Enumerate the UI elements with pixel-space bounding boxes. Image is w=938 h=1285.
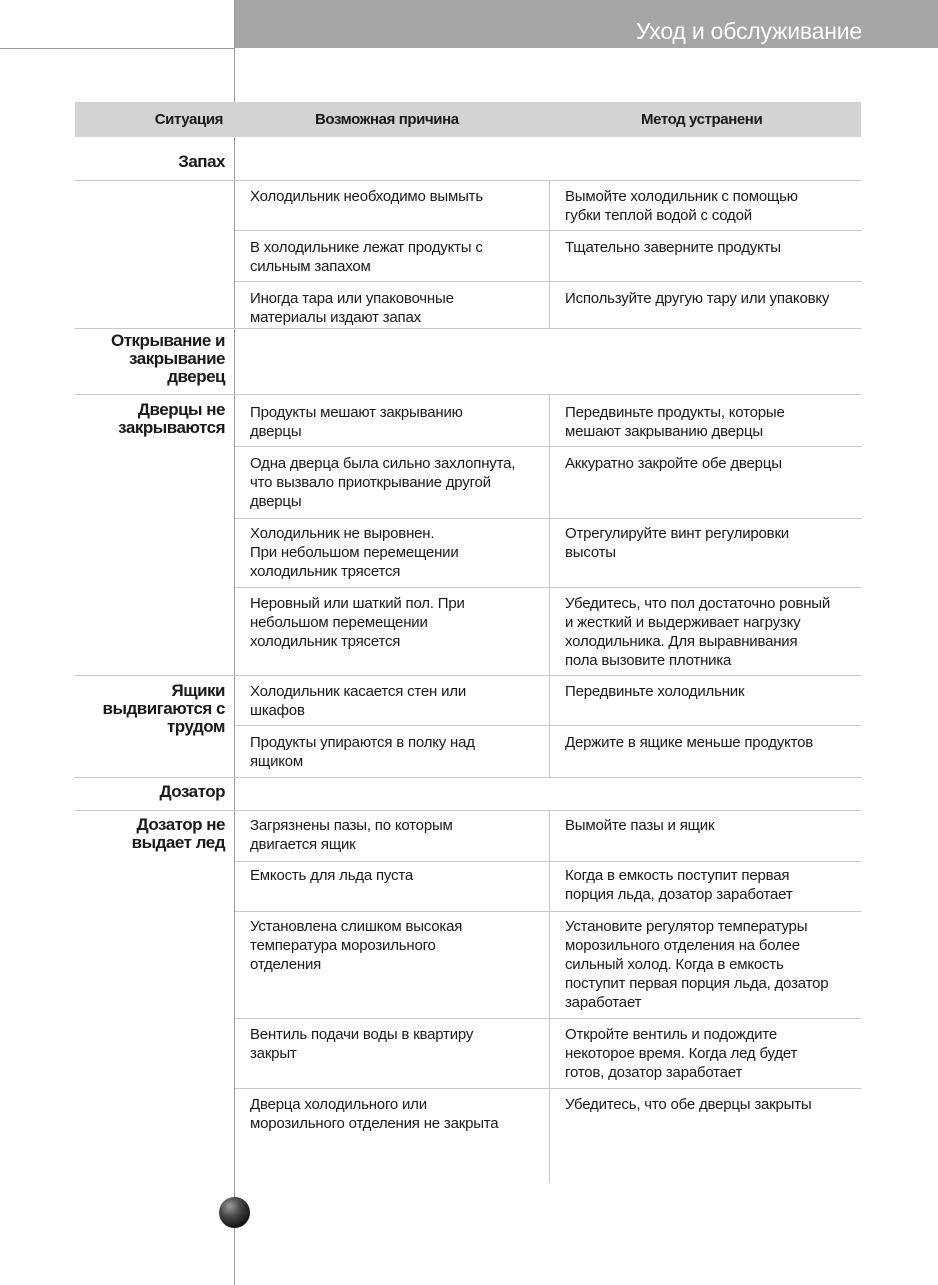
column-separator — [549, 180, 550, 328]
cause-cell: Дверца холодильного или морозильного отделения не закрыта — [250, 1096, 499, 1132]
remedy-cell: Вымойте пазы и ящик — [565, 817, 715, 834]
divider — [75, 394, 861, 395]
divider — [75, 675, 861, 676]
situation-label: Дозатор не выдает лед — [131, 815, 225, 852]
divider — [235, 1018, 861, 1019]
situation-label: Ящики выдвигаются с трудом — [102, 681, 225, 736]
cause-cell: Неровный или шаткий пол. При небольшом перемещении холодильник трясется — [250, 595, 465, 650]
cause-cell: Продукты мешают закрыванию дверцы — [250, 404, 463, 440]
column-separator — [549, 810, 550, 1183]
cause-cell: Холодильник касается стен или шкафов — [250, 683, 466, 719]
section-title: Запах — [178, 152, 225, 171]
cause-cell: Холодильник не выровнен. При небольшом перемещении холодильник трясется — [250, 525, 459, 580]
page-title: Уход и обслуживание — [635, 18, 862, 44]
divider — [75, 777, 861, 778]
remedy-cell: Используйте другую тару или упаковку — [565, 290, 830, 307]
divider — [235, 518, 861, 519]
remedy-cell: Передвиньте продукты, которые мешают закрыванию дверцы — [565, 404, 785, 440]
column-separator — [549, 394, 550, 777]
remedy-cell: Убедитесь, что пол достаточно ровный и жесткий и выдерживает нагрузку холодильника. Для выравнивания пола вызовите плотника — [565, 595, 831, 669]
column-header-remedy: Метод устранени — [641, 111, 763, 128]
remedy-cell: Установите регулятор температуры морозильного отделения на более сильный холод. Когда в емкость поступит первая порция льда, дозатор заработает — [565, 918, 829, 1011]
remedy-cell: Передвиньте холодильник — [565, 683, 745, 700]
remedy-cell: Тщательно заверните продукты — [565, 239, 781, 256]
cause-cell: Продукты упираются в полку над ящиком — [250, 734, 475, 770]
cause-cell: Емкость для льда пуста — [250, 867, 413, 884]
remedy-cell: Откройте вентиль и подождите некоторое время. Когда лед будет готов, дозатор заработает — [565, 1026, 798, 1081]
divider — [235, 446, 861, 447]
cause-cell: Холодильник необходимо вымыть — [250, 188, 483, 205]
divider — [235, 230, 861, 231]
column-header-cause: Возможная причина — [315, 111, 459, 128]
cause-cell: Вентиль подачи воды в квартиру закрыт — [250, 1026, 474, 1062]
header-rule — [0, 48, 235, 49]
cause-cell: В холодильнике лежат продукты с сильным запахом — [250, 239, 483, 275]
divider — [75, 810, 861, 811]
cause-cell: Загрязнены пазы, по которым двигается ящик — [250, 817, 453, 853]
situation-label: Дверцы не закрываются — [118, 400, 225, 437]
remedy-cell: Держите в ящике меньше продуктов — [565, 734, 814, 751]
page-bullet-icon — [219, 1197, 250, 1228]
divider — [75, 328, 861, 329]
divider — [235, 281, 861, 282]
divider — [235, 587, 861, 588]
table-header — [75, 102, 861, 137]
column-header-situation: Ситуация — [154, 111, 223, 128]
remedy-cell: Когда в емкость поступит первая порция льда, дозатор заработает — [565, 867, 793, 903]
divider — [75, 180, 861, 181]
divider — [235, 1088, 861, 1089]
vertical-rule — [234, 0, 235, 1285]
remedy-cell: Вымойте холодильник с помощью губки теплой водой с содой — [565, 188, 798, 224]
remedy-cell: Аккуратно закройте обе дверцы — [565, 455, 782, 472]
section-title: Открывание и закрывание дверец — [111, 331, 225, 386]
section-title: Дозатор — [159, 782, 225, 801]
cause-cell: Установлена слишком высокая температура морозильного отделения — [250, 918, 463, 973]
divider — [235, 725, 861, 726]
divider — [235, 861, 861, 862]
remedy-cell: Отрегулируйте винт регулировки высоты — [565, 525, 789, 561]
page-header-band — [235, 0, 938, 48]
cause-cell: Иногда тара или упаковочные материалы издают запах — [250, 290, 454, 326]
remedy-cell: Убедитесь, что обе дверцы закрыты — [565, 1096, 812, 1113]
divider — [235, 911, 861, 912]
cause-cell: Одна дверца была сильно захлопнута, что вызвало приоткрывание другой дверцы — [250, 455, 516, 510]
